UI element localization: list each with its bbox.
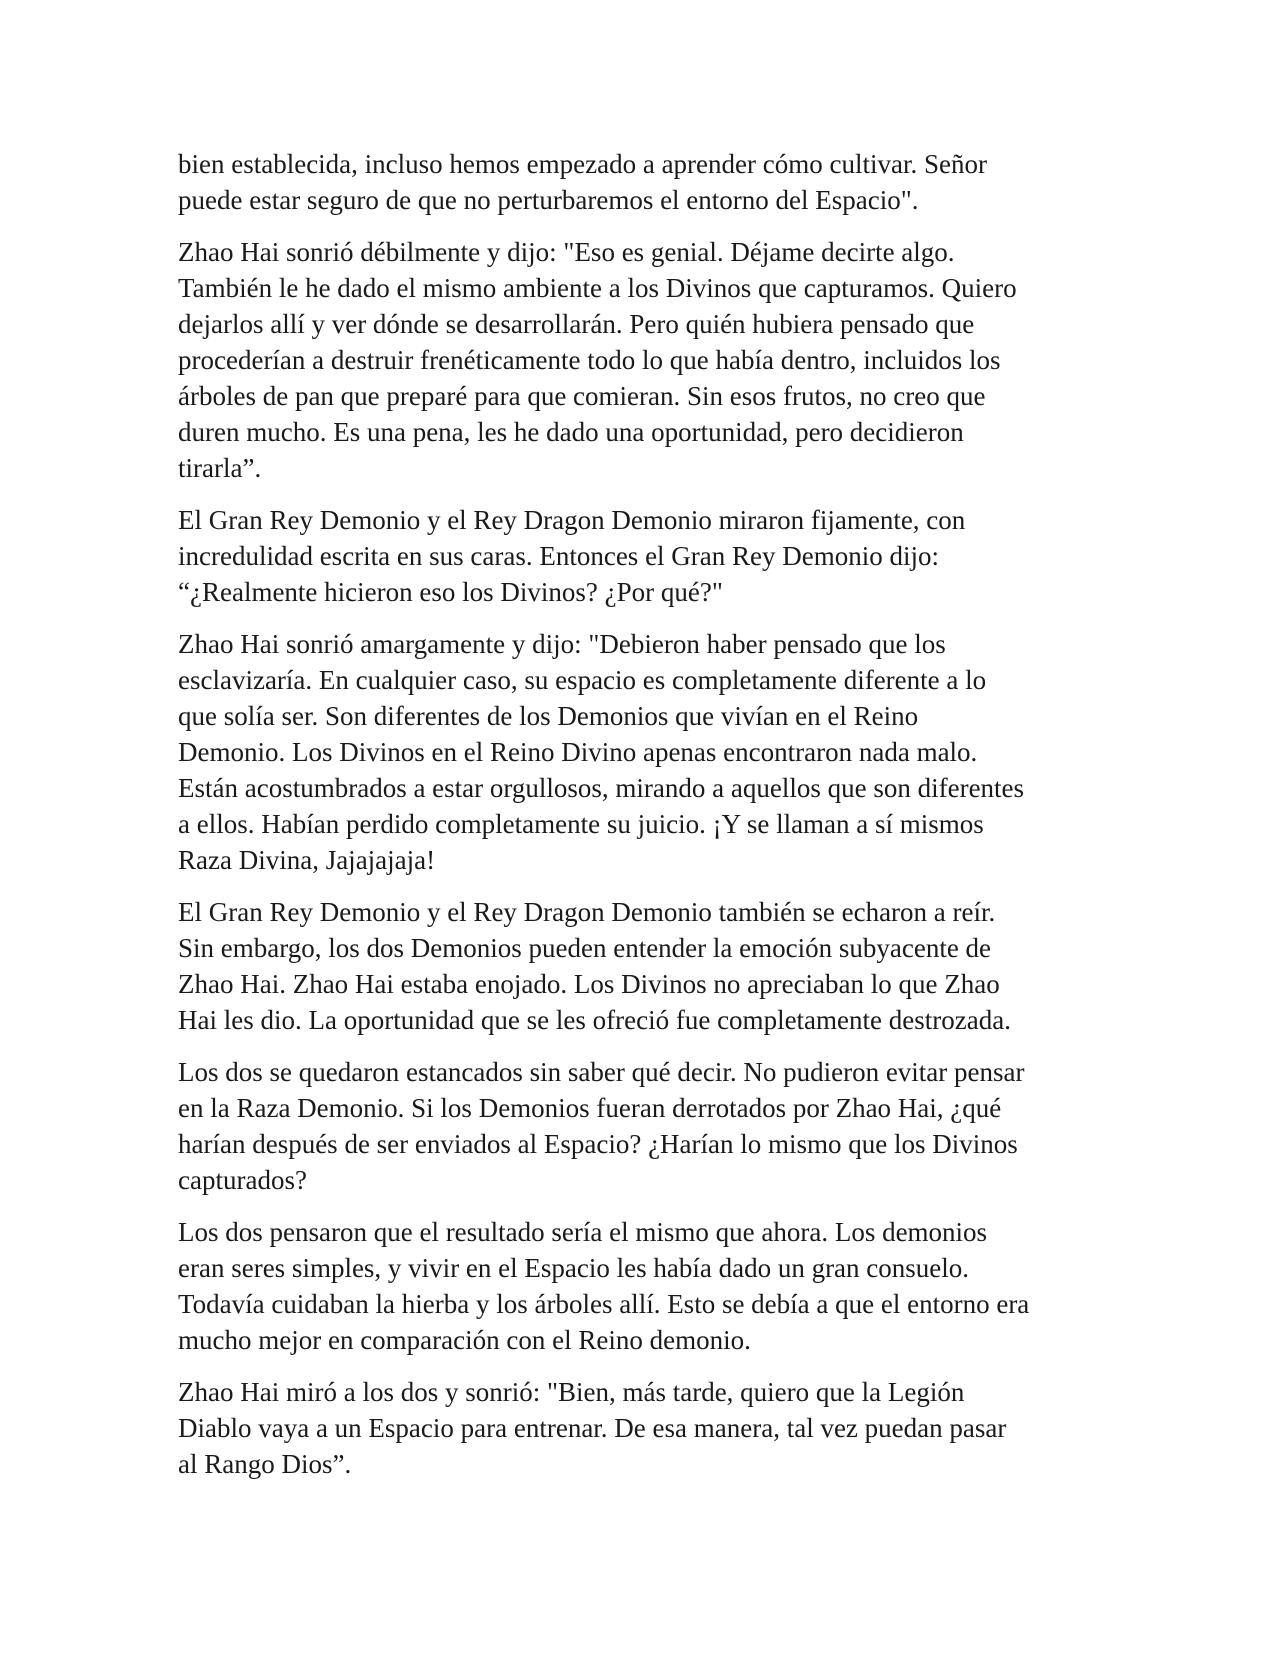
paragraph-line: dejarlos allí y ver dónde se desarrollarán. Pero quién hubiera pensado que (178, 309, 975, 339)
paragraph-line: tirarla”. (178, 453, 262, 483)
paragraph-7 (178, 1214, 1113, 1358)
paragraph-line: bien establecida, incluso hemos empezado a aprender cómo cultivar. Señor (178, 149, 987, 179)
paragraph-line: Zhao Hai miró a los dos y sonrió: "Bien, más tarde, quiero que la Legión (178, 1377, 965, 1407)
paragraph-line: esclavizaría. En cualquier caso, su espacio es completamente diferente a lo (178, 665, 987, 695)
paragraph-line: El Gran Rey Demonio y el Rey Dragon Demonio miraron fijamente, con (178, 505, 966, 535)
paragraph-line: Diablo vaya a un Espacio para entrenar. De esa manera, tal vez puedan pasar (178, 1413, 1007, 1443)
paragraph-line: Hai les dio. La oportunidad que se les ofreció fue completamente destrozada. (178, 1005, 1011, 1035)
document-body (178, 146, 1113, 1498)
paragraph-line: “¿Realmente hicieron eso los Divinos? ¿Por qué?" (178, 577, 723, 607)
paragraph-2 (178, 234, 1113, 486)
paragraph-line: puede estar seguro de que no perturbaremos el entorno del Espacio". (178, 185, 919, 215)
paragraph-line: al Rango Dios”. (178, 1449, 352, 1479)
paragraph-3 (178, 502, 1113, 610)
paragraph-line: que solía ser. Son diferentes de los Demonios que vivían en el Reino (178, 701, 919, 731)
paragraph-6 (178, 1054, 1113, 1198)
paragraph-line: El Gran Rey Demonio y el Rey Dragon Demonio también se echaron a reír. (178, 897, 996, 927)
paragraph-line: duren mucho. Es una pena, les he dado una oportunidad, pero decidieron (178, 417, 964, 447)
paragraph-line: Sin embargo, los dos Demonios pueden entender la emoción subyacente de (178, 933, 992, 963)
paragraph-line: procederían a destruir frenéticamente todo lo que había dentro, incluidos los (178, 345, 1001, 375)
paragraph-8 (178, 1374, 1113, 1482)
paragraph-line: También le he dado el mismo ambiente a los Divinos que capturamos. Quiero (178, 273, 1017, 303)
paragraph-line: Todavía cuidaban la hierba y los árboles allí. Esto se debía a que el entorno era (178, 1289, 1030, 1319)
paragraph-line: Los dos se quedaron estancados sin saber qué decir. No pudieron evitar pensar (178, 1057, 1025, 1087)
paragraph-line: Zhao Hai sonrió débilmente y dijo: "Eso es genial. Déjame decirte algo. (178, 237, 955, 267)
paragraph-line: capturados? (178, 1165, 307, 1195)
paragraph-line: Raza Divina, Jajajajaja! (178, 845, 436, 875)
paragraph-5 (178, 894, 1113, 1038)
paragraph-line: Zhao Hai. Zhao Hai estaba enojado. Los Divinos no apreciaban lo que Zhao (178, 969, 1000, 999)
paragraph-line: eran seres simples, y vivir en el Espacio les había dado un gran consuelo. (178, 1253, 970, 1283)
paragraph-line: Demonio. Los Divinos en el Reino Divino apenas encontraron nada malo. (178, 737, 978, 767)
paragraph-1 (178, 146, 1113, 218)
paragraph-line: a ellos. Habían perdido completamente su juicio. ¡Y se llaman a sí mismos (178, 809, 984, 839)
paragraph-line: Están acostumbrados a estar orgullosos, mirando a aquellos que son diferentes (178, 773, 1025, 803)
paragraph-line: mucho mejor en comparación con el Reino demonio. (178, 1325, 751, 1355)
paragraph-line: incredulidad escrita en sus caras. Entonces el Gran Rey Demonio dijo: (178, 541, 940, 571)
paragraph-line: Los dos pensaron que el resultado sería el mismo que ahora. Los demonios (178, 1217, 988, 1247)
paragraph-line: Zhao Hai sonrió amargamente y dijo: "Debieron haber pensado que los (178, 629, 946, 659)
paragraph-4 (178, 626, 1113, 878)
paragraph-line: en la Raza Demonio. Si los Demonios fueran derrotados por Zhao Hai, ¿qué (178, 1093, 1002, 1123)
paragraph-line: árboles de pan que preparé para que comieran. Sin esos frutos, no creo que (178, 381, 986, 411)
paragraph-line: harían después de ser enviados al Espacio? ¿Harían lo mismo que los Divinos (178, 1129, 1018, 1159)
